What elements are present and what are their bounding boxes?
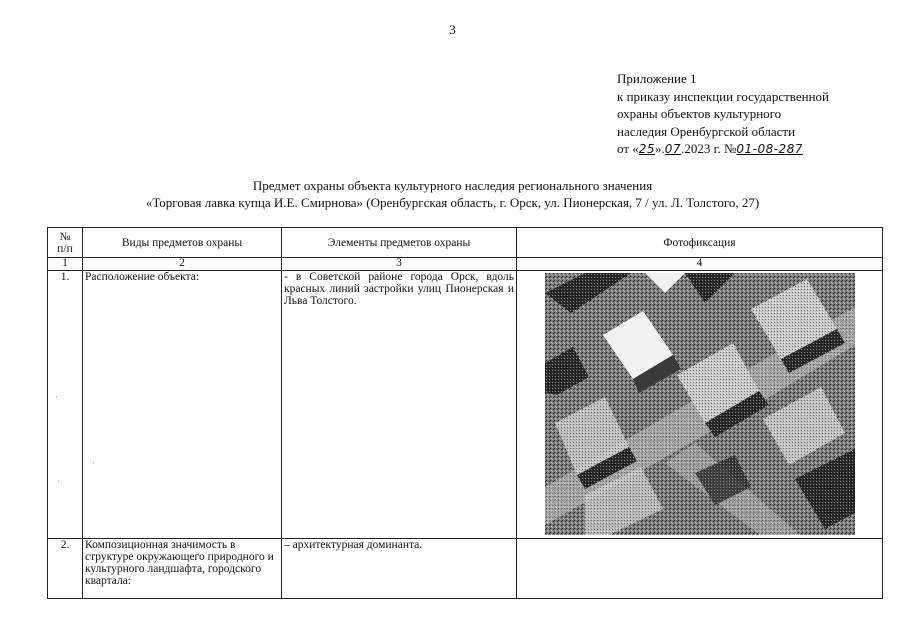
- date-mid: ».: [655, 141, 665, 156]
- row-number: 2.: [48, 539, 83, 599]
- title-line-2: «Торговая лавка купца И.Е. Смирнова» (Оренбургская область, г. Орск, ул. Пионерская, 7 / ул. Л. Толстого, 27): [145, 195, 760, 210]
- handwritten-day: 25: [638, 142, 656, 156]
- column-number: 3: [282, 258, 517, 271]
- handwritten-order-number: 01-08-287: [736, 142, 803, 156]
- date-prefix: от «: [617, 141, 639, 156]
- title-line-1: Предмет охраны объекта культурного наследия регионального значения: [252, 178, 653, 193]
- appendix-line-4: наследия Оренбургской области: [617, 123, 796, 139]
- appendix-date-line: [617, 140, 887, 159]
- protection-type: Композиционная значимость в структуре окружающего природного и культурного ландшафта, городского квартала:: [83, 539, 282, 599]
- row-number: 1.: [48, 271, 83, 539]
- protection-elements: – архитектурная доминанта.: [282, 539, 517, 599]
- appendix-line-1: Приложение 1: [617, 71, 697, 86]
- protection-elements: - в Советской районе города Орск, вдоль красных линий застройки улиц Пионерская и Льва Толстого.: [282, 271, 517, 539]
- table-row: [48, 271, 883, 539]
- header-number: № п/п: [48, 228, 83, 258]
- photo-cell: [517, 539, 883, 599]
- header-row: [48, 228, 883, 258]
- handwritten-month: 07: [664, 142, 682, 156]
- column-number: 2: [83, 258, 282, 271]
- protection-table: [47, 227, 883, 599]
- appendix-block: [617, 70, 887, 159]
- appendix-line-3: охраны объектов культурного: [617, 106, 782, 121]
- date-year: .2023 г. №: [681, 141, 737, 156]
- header-photo-fixation: Фотофиксация: [517, 228, 883, 258]
- aerial-photo: [545, 273, 855, 535]
- appendix-line-2: к приказу инспекции государственной: [617, 88, 829, 104]
- page-number: 3: [449, 22, 456, 37]
- protection-type: Расположение объекта:: [83, 271, 282, 539]
- column-number: 1: [48, 258, 83, 271]
- column-number: 4: [517, 258, 883, 271]
- header-protection-elements: Элементы предметов охраны: [282, 228, 517, 258]
- header-protection-types: Виды предметов охраны: [83, 228, 282, 258]
- column-number-row: [48, 258, 883, 271]
- table-row: [48, 539, 883, 599]
- photo-cell: [517, 271, 883, 539]
